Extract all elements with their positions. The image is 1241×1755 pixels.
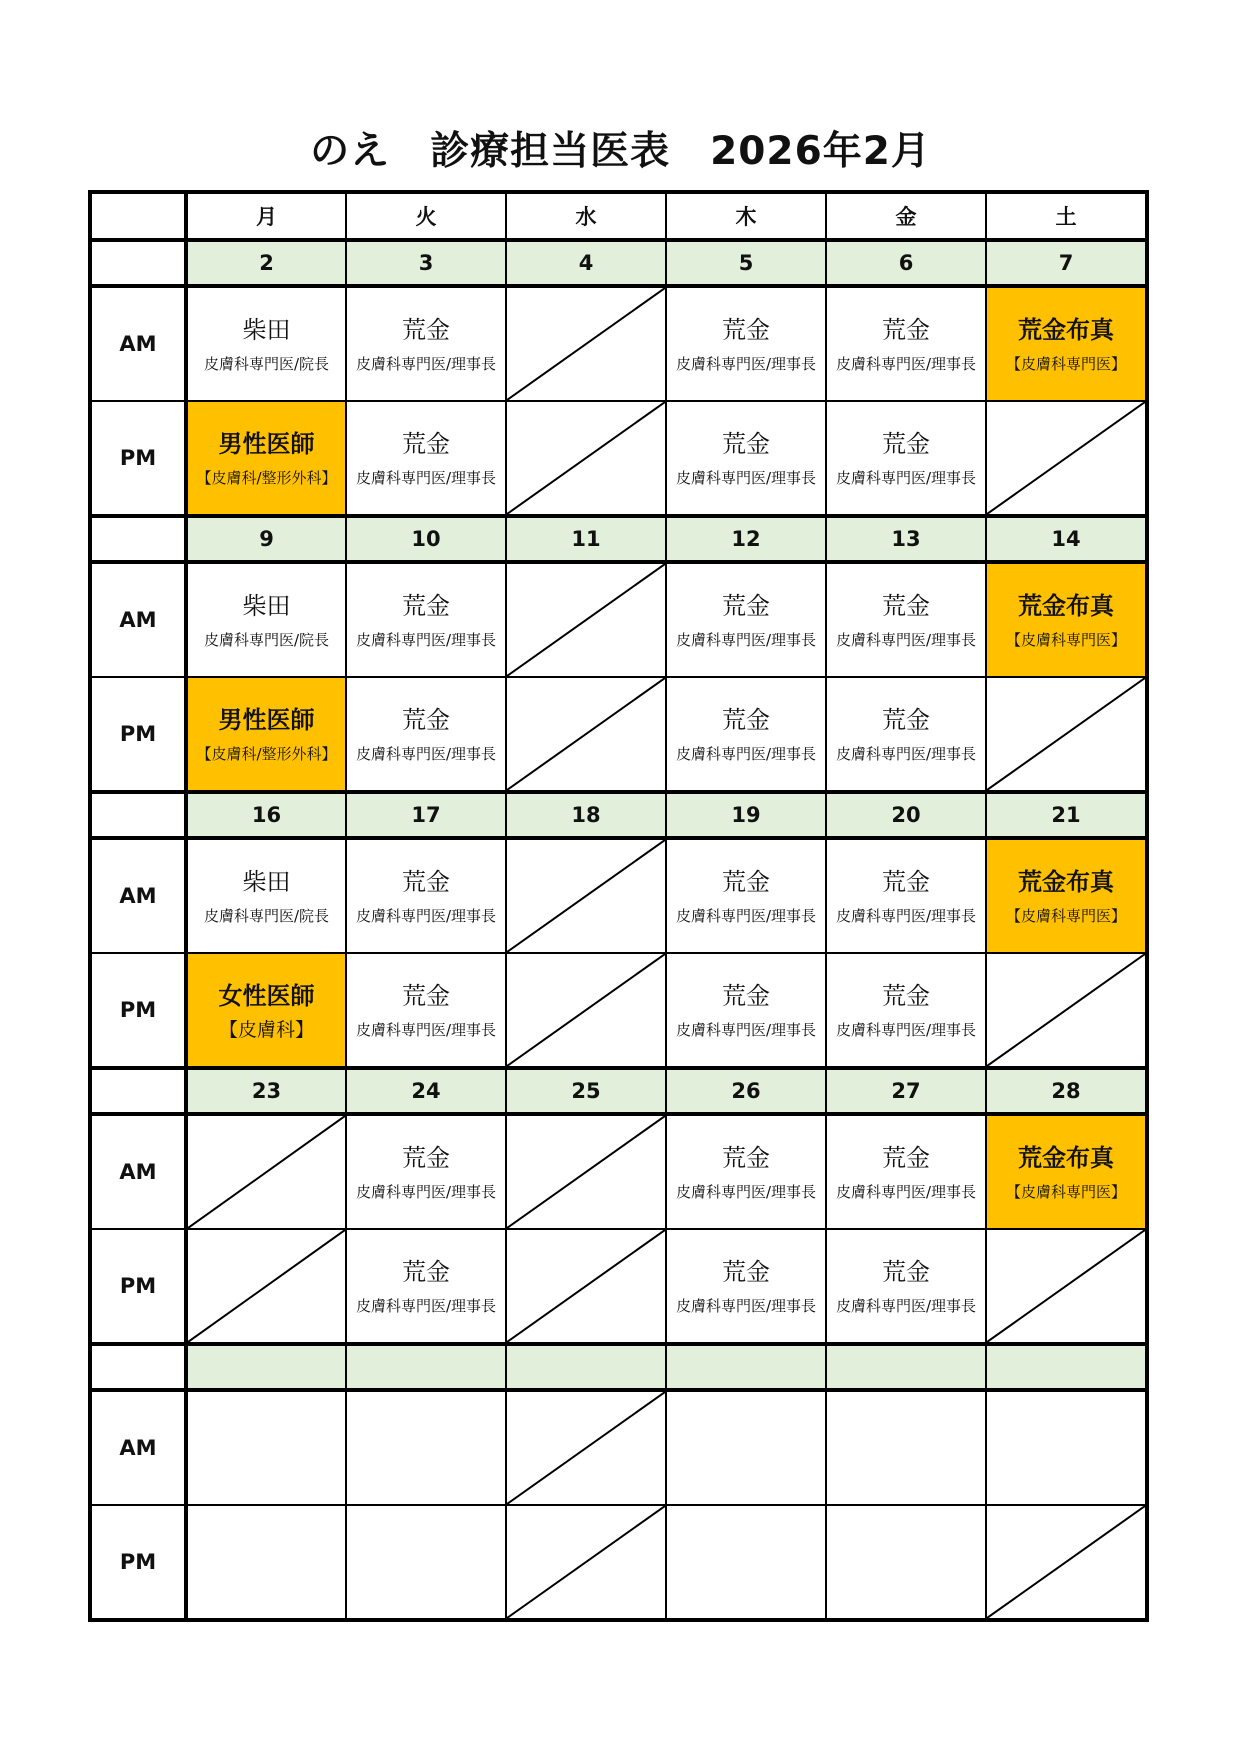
- slot-content: [987, 1116, 1145, 1228]
- am-row: [90, 286, 1147, 401]
- doctor-name: 荒金: [402, 706, 450, 734]
- pm-label: PM: [90, 1505, 186, 1620]
- doctor-name: 荒金: [882, 316, 930, 344]
- doctor-name: 荒金: [402, 316, 450, 344]
- slot-content: [667, 1392, 825, 1504]
- doctor-name: 荒金: [882, 868, 930, 896]
- slot-content: [667, 402, 825, 514]
- weekday-cell: 火: [346, 192, 506, 240]
- am-label: AM: [90, 562, 186, 677]
- date-cell: [826, 1344, 986, 1390]
- date-row: [90, 1344, 1147, 1390]
- date-cell: 16: [186, 792, 346, 838]
- slot-content: [667, 1116, 825, 1228]
- doctor-name: 荒金: [722, 1144, 770, 1172]
- doctor-name: 柴田: [242, 316, 291, 344]
- schedule-slot-cell: [186, 1390, 346, 1505]
- doctor-name: 荒金: [722, 592, 770, 620]
- doctor-role: 皮膚科専門医/理事長: [835, 355, 977, 373]
- slot-content: [667, 1230, 825, 1342]
- date-row: [90, 516, 1147, 562]
- schedule-slot-cell: [346, 401, 506, 516]
- slot-content: [347, 954, 505, 1066]
- doctor-name: 荒金: [402, 1144, 450, 1172]
- am-row: [90, 1390, 1147, 1505]
- slot-content: [667, 678, 825, 790]
- schedule-slot-cell: [666, 1114, 826, 1229]
- date-cell: 7: [986, 240, 1147, 286]
- schedule-slot-cell: [666, 953, 826, 1068]
- closed-slash-mark: [987, 954, 1145, 1066]
- doctor-role: 皮膚科専門医/理事長: [835, 1021, 977, 1039]
- date-cell: 6: [826, 240, 986, 286]
- closed-slash-mark: [507, 1116, 665, 1228]
- closed-slot-cell: [506, 953, 666, 1068]
- slot-content: [827, 840, 985, 952]
- slot-content: [347, 288, 505, 400]
- doctor-name: 荒金布真: [1018, 1144, 1114, 1172]
- doctor-role: 皮膚科専門医/理事長: [835, 745, 977, 763]
- closed-slot-cell: [506, 1114, 666, 1229]
- weekday-header-row: [90, 192, 1147, 240]
- doctor-role: 【皮膚科専門医】: [1005, 631, 1126, 649]
- doctor-role: 【皮膚科/整形外科】: [196, 745, 337, 763]
- doctor-role: 皮膚科専門医/理事長: [675, 469, 817, 487]
- schedule-slot-cell: [186, 1505, 346, 1620]
- doctor-name: 荒金: [402, 592, 450, 620]
- slot-content: [827, 1392, 985, 1504]
- doctor-name: 荒金布真: [1018, 868, 1114, 896]
- pm-row: [90, 1505, 1147, 1620]
- doctor-name: 荒金: [882, 592, 930, 620]
- date-cell: 3: [346, 240, 506, 286]
- closed-slash-mark: [507, 678, 665, 790]
- slot-content: [987, 564, 1145, 676]
- slot-content: [667, 840, 825, 952]
- doctor-role: 皮膚科専門医/院長: [203, 631, 330, 649]
- slot-content: [827, 678, 985, 790]
- closed-slash-mark: [507, 402, 665, 514]
- doctor-role: 皮膚科専門医/理事長: [355, 745, 497, 763]
- slot-content: [827, 1506, 985, 1618]
- date-cell: 14: [986, 516, 1147, 562]
- schedule-slot-cell: [346, 1390, 506, 1505]
- closed-slot-cell: [506, 838, 666, 953]
- date-label-cell: [90, 792, 186, 838]
- doctor-name: 荒金: [402, 982, 450, 1010]
- date-cell: 24: [346, 1068, 506, 1114]
- closed-slot-cell: [986, 1505, 1147, 1620]
- closed-slot-cell: [186, 1114, 346, 1229]
- weekday-cell: 木: [666, 192, 826, 240]
- am-row: [90, 562, 1147, 677]
- slot-content: [667, 564, 825, 676]
- doctor-role: 皮膚科専門医/理事長: [355, 1297, 497, 1315]
- date-cell: 12: [666, 516, 826, 562]
- closed-slot-cell: [506, 401, 666, 516]
- slot-content: [347, 1230, 505, 1342]
- date-row: [90, 1068, 1147, 1114]
- doctor-role: 皮膚科専門医/理事長: [675, 355, 817, 373]
- slot-content: [827, 402, 985, 514]
- doctor-role: 皮膚科専門医/理事長: [675, 1021, 817, 1039]
- closed-slash-mark: [507, 564, 665, 676]
- doctor-name: 荒金: [722, 868, 770, 896]
- pm-label: PM: [90, 401, 186, 516]
- schedule-slot-cell: [346, 677, 506, 792]
- schedule-slot-cell: [186, 286, 346, 401]
- closed-slash-mark: [987, 1506, 1145, 1618]
- date-cell: 20: [826, 792, 986, 838]
- closed-slot-cell: [186, 1229, 346, 1344]
- date-label-cell: [90, 240, 186, 286]
- slot-content: [827, 1230, 985, 1342]
- doctor-name: 柴田: [242, 592, 291, 620]
- slot-content: [667, 1506, 825, 1618]
- doctor-role: 皮膚科専門医/理事長: [675, 907, 817, 925]
- schedule-slot-cell: [826, 562, 986, 677]
- date-cell: 5: [666, 240, 826, 286]
- schedule-slot-cell: [826, 1505, 986, 1620]
- schedule-slot-cell: [826, 1390, 986, 1505]
- schedule-slot-cell: [186, 953, 346, 1068]
- schedule-slot-cell: [346, 838, 506, 953]
- slot-content: [347, 564, 505, 676]
- schedule-slot-cell: [826, 1114, 986, 1229]
- date-cell: [346, 1344, 506, 1390]
- date-cell: 23: [186, 1068, 346, 1114]
- doctor-name: 荒金: [882, 1144, 930, 1172]
- am-row: [90, 838, 1147, 953]
- closed-slot-cell: [986, 953, 1147, 1068]
- pm-row: [90, 1229, 1147, 1344]
- doctor-role: 皮膚科専門医/理事長: [675, 1297, 817, 1315]
- slot-content: [347, 840, 505, 952]
- doctor-role: 皮膚科専門医/理事長: [355, 1021, 497, 1039]
- date-cell: [506, 1344, 666, 1390]
- closed-slot-cell: [986, 1229, 1147, 1344]
- slot-content: [347, 1506, 505, 1618]
- date-cell: 18: [506, 792, 666, 838]
- schedule-slot-cell: [826, 677, 986, 792]
- doctor-role: 皮膚科専門医/理事長: [355, 469, 497, 487]
- doctor-role: 皮膚科専門医/理事長: [355, 1183, 497, 1201]
- am-label: AM: [90, 286, 186, 401]
- schedule-slot-cell: [186, 838, 346, 953]
- schedule-slot-cell: [666, 1505, 826, 1620]
- am-label: AM: [90, 1390, 186, 1505]
- slot-content: [987, 288, 1145, 400]
- slot-content: [987, 1392, 1145, 1504]
- pm-row: [90, 401, 1147, 516]
- doctor-name: 柴田: [242, 868, 291, 896]
- doctor-role: 【皮膚科/整形外科】: [196, 469, 337, 487]
- closed-slash-mark: [987, 678, 1145, 790]
- doctor-role: 皮膚科専門医/院長: [203, 907, 330, 925]
- doctor-role: 皮膚科専門医/理事長: [835, 469, 977, 487]
- date-cell: 21: [986, 792, 1147, 838]
- header-corner-cell: [90, 192, 186, 240]
- schedule-slot-cell: [986, 1390, 1147, 1505]
- closed-slot-cell: [986, 677, 1147, 792]
- date-cell: [986, 1344, 1147, 1390]
- weekday-cell: 水: [506, 192, 666, 240]
- date-cell: 11: [506, 516, 666, 562]
- weekday-cell: 金: [826, 192, 986, 240]
- doctor-name: 男性医師: [218, 430, 315, 458]
- date-cell: 13: [826, 516, 986, 562]
- doctor-name: 男性医師: [218, 706, 315, 734]
- schedule-slot-cell: [346, 1114, 506, 1229]
- closed-slot-cell: [506, 1229, 666, 1344]
- doctor-name: 荒金: [402, 430, 450, 458]
- date-cell: [666, 1344, 826, 1390]
- closed-slot-cell: [506, 286, 666, 401]
- schedule-slot-cell: [986, 562, 1147, 677]
- slot-content: [188, 402, 345, 514]
- pm-label: PM: [90, 677, 186, 792]
- schedule-slot-cell: [346, 1505, 506, 1620]
- closed-slash-mark: [507, 954, 665, 1066]
- doctor-role: 【皮膚科】: [218, 1019, 314, 1041]
- date-row: [90, 240, 1147, 286]
- schedule-slot-cell: [826, 953, 986, 1068]
- pm-row: [90, 953, 1147, 1068]
- doctor-name: 荒金: [402, 868, 450, 896]
- slot-content: [188, 840, 345, 952]
- page-title: のえ 診療担当医表 2026年2月: [310, 129, 931, 174]
- doctor-name: 荒金: [722, 316, 770, 344]
- date-label-cell: [90, 1344, 186, 1390]
- slot-content: [667, 288, 825, 400]
- schedule-slot-cell: [826, 1229, 986, 1344]
- doctor-name: 荒金: [722, 430, 770, 458]
- date-cell: [186, 1344, 346, 1390]
- doctor-role: 皮膚科専門医/理事長: [355, 631, 497, 649]
- closed-slash-mark: [507, 1392, 665, 1504]
- doctor-schedule-table: [88, 190, 1149, 1622]
- schedule-slot-cell: [666, 1390, 826, 1505]
- schedule-slot-cell: [346, 953, 506, 1068]
- doctor-name: 荒金布真: [1018, 316, 1114, 344]
- schedule-slot-cell: [666, 677, 826, 792]
- date-cell: 9: [186, 516, 346, 562]
- schedule-slot-cell: [986, 838, 1147, 953]
- schedule-slot-cell: [826, 401, 986, 516]
- date-cell: 25: [506, 1068, 666, 1114]
- slot-content: [827, 564, 985, 676]
- schedule-slot-cell: [826, 286, 986, 401]
- doctor-role: 皮膚科専門医/理事長: [835, 1183, 977, 1201]
- am-label: AM: [90, 1114, 186, 1229]
- slot-content: [188, 678, 345, 790]
- weekday-cell: 土: [986, 192, 1147, 240]
- slot-content: [188, 288, 345, 400]
- weekday-cell: 月: [186, 192, 346, 240]
- slot-content: [667, 954, 825, 1066]
- date-label-cell: [90, 516, 186, 562]
- closed-slash-mark: [188, 1116, 345, 1228]
- date-cell: 27: [826, 1068, 986, 1114]
- closed-slash-mark: [507, 1230, 665, 1342]
- doctor-role: 【皮膚科専門医】: [1005, 355, 1126, 373]
- schedule-slot-cell: [186, 562, 346, 677]
- slot-content: [188, 564, 345, 676]
- schedule-slot-cell: [346, 286, 506, 401]
- schedule-slot-cell: [986, 1114, 1147, 1229]
- schedule-slot-cell: [186, 677, 346, 792]
- doctor-role: 皮膚科専門医/理事長: [675, 1183, 817, 1201]
- doctor-name: 荒金布真: [1018, 592, 1114, 620]
- closed-slash-mark: [507, 840, 665, 952]
- doctor-role: 皮膚科専門医/理事長: [835, 1297, 977, 1315]
- schedule-slot-cell: [186, 401, 346, 516]
- doctor-role: 皮膚科専門医/理事長: [355, 355, 497, 373]
- pm-row: [90, 677, 1147, 792]
- doctor-role: 皮膚科専門医/理事長: [675, 745, 817, 763]
- slot-content: [827, 288, 985, 400]
- slot-content: [347, 678, 505, 790]
- schedule-slot-cell: [666, 1229, 826, 1344]
- schedule-slot-cell: [986, 286, 1147, 401]
- closed-slot-cell: [506, 1390, 666, 1505]
- date-cell: 2: [186, 240, 346, 286]
- slot-content: [347, 402, 505, 514]
- date-cell: 17: [346, 792, 506, 838]
- date-cell: 28: [986, 1068, 1147, 1114]
- doctor-role: 【皮膚科専門医】: [1005, 907, 1126, 925]
- slot-content: [188, 1392, 345, 1504]
- am-label: AM: [90, 838, 186, 953]
- doctor-role: 皮膚科専門医/理事長: [835, 631, 977, 649]
- doctor-role: 皮膚科専門医/理事長: [355, 907, 497, 925]
- doctor-role: 皮膚科専門医/院長: [203, 355, 330, 373]
- closed-slot-cell: [506, 1505, 666, 1620]
- slot-content: [987, 840, 1145, 952]
- pm-label: PM: [90, 953, 186, 1068]
- closed-slash-mark: [987, 1230, 1145, 1342]
- doctor-name: 荒金: [722, 982, 770, 1010]
- doctor-name: 女性医師: [218, 982, 315, 1010]
- doctor-name: 荒金: [722, 1258, 770, 1286]
- doctor-name: 荒金: [882, 706, 930, 734]
- doctor-name: 荒金: [882, 982, 930, 1010]
- closed-slash-mark: [507, 1506, 665, 1618]
- slot-content: [188, 1506, 345, 1618]
- schedule-slot-cell: [346, 1229, 506, 1344]
- slot-content: [827, 1116, 985, 1228]
- doctor-name: 荒金: [722, 706, 770, 734]
- date-cell: 26: [666, 1068, 826, 1114]
- schedule-slot-cell: [666, 838, 826, 953]
- doctor-role: 【皮膚科専門医】: [1005, 1183, 1126, 1201]
- doctor-role: 皮膚科専門医/理事長: [835, 907, 977, 925]
- closed-slot-cell: [506, 677, 666, 792]
- closed-slot-cell: [506, 562, 666, 677]
- schedule-slot-cell: [666, 286, 826, 401]
- doctor-name: 荒金: [882, 430, 930, 458]
- schedule-slot-cell: [826, 838, 986, 953]
- date-cell: 4: [506, 240, 666, 286]
- schedule-slot-cell: [346, 562, 506, 677]
- closed-slash-mark: [987, 402, 1145, 514]
- slot-content: [347, 1116, 505, 1228]
- doctor-name: 荒金: [402, 1258, 450, 1286]
- schedule-slot-cell: [666, 401, 826, 516]
- slot-content: [827, 954, 985, 1066]
- doctor-role: 皮膚科専門医/理事長: [675, 631, 817, 649]
- schedule-slot-cell: [666, 562, 826, 677]
- date-cell: 10: [346, 516, 506, 562]
- closed-slot-cell: [986, 401, 1147, 516]
- closed-slash-mark: [507, 288, 665, 400]
- doctor-name: 荒金: [882, 1258, 930, 1286]
- slot-content: [347, 1392, 505, 1504]
- date-label-cell: [90, 1068, 186, 1114]
- closed-slash-mark: [188, 1230, 345, 1342]
- pm-label: PM: [90, 1229, 186, 1344]
- date-row: [90, 792, 1147, 838]
- am-row: [90, 1114, 1147, 1229]
- slot-content: [188, 954, 345, 1066]
- date-cell: 19: [666, 792, 826, 838]
